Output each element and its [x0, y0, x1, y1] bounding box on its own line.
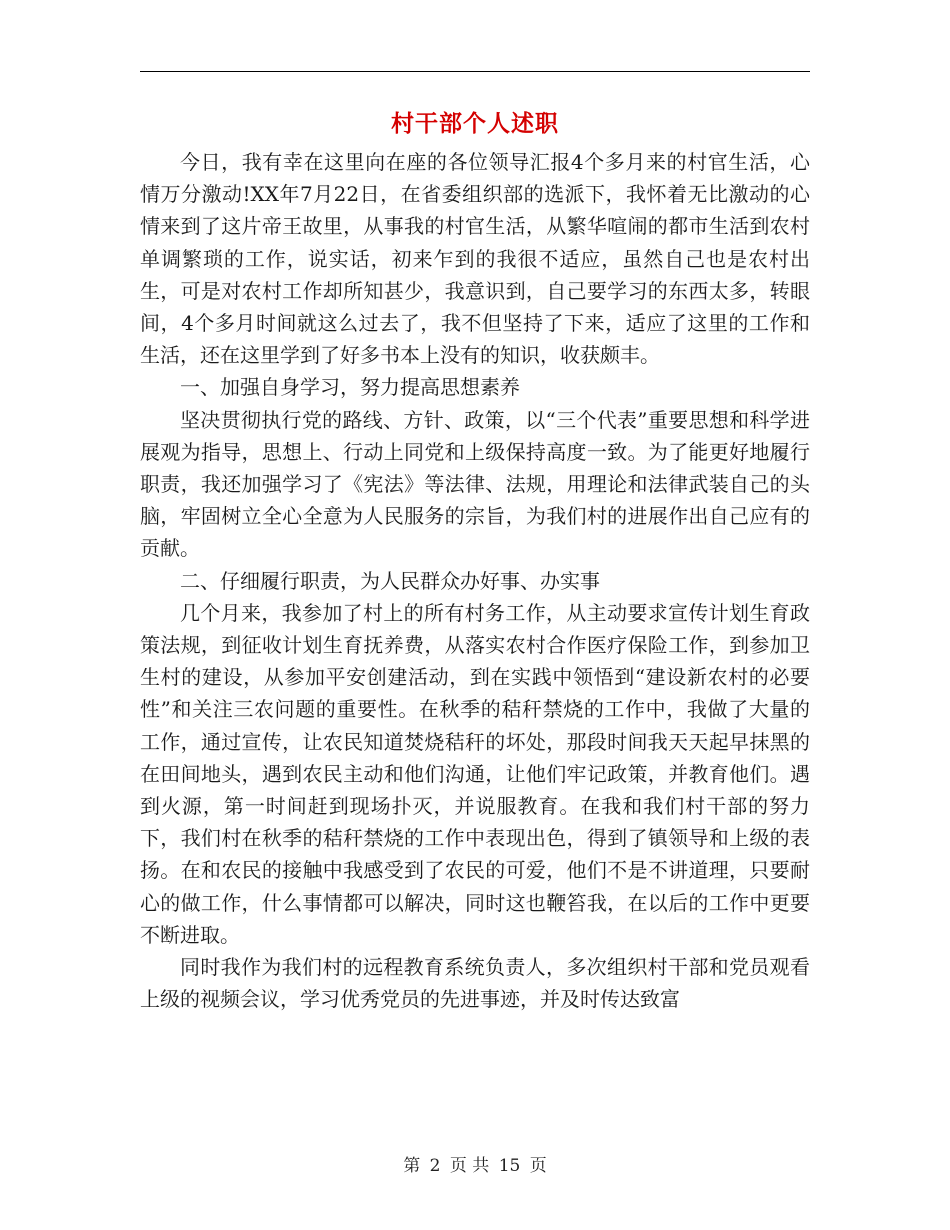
- section-heading-2: 二、仔细履行职责，为人民群众办好事、办实事: [180, 568, 600, 593]
- footer-page-number: 2: [429, 1156, 441, 1176]
- header-rule: [140, 71, 810, 72]
- footer-middle: 页 共: [449, 1156, 490, 1176]
- paragraph-remote-education: 同时我作为我们村的远程教育系统负责人，多次组织村干部和党员观看上级的视频会议，学习优秀党员的先进事迹，并及时传达致富: [140, 955, 810, 1012]
- section-heading-1: 一、加强自身学习，努力提高思想素养: [180, 375, 520, 400]
- footer-prefix: 第: [403, 1156, 421, 1176]
- footer-total-pages: 15: [498, 1156, 521, 1176]
- document-title: 村干部个人述职: [391, 110, 559, 137]
- document-body: [140, 146, 810, 1015]
- page-footer: [0, 1154, 950, 1178]
- paragraph-section-2: 几个月来，我参加了村上的所有村务工作，从主动要求宣传计划生育政策法规，到征收计划生育抚养费，从落实农村合作医疗保险工作，到参加卫生村的建设，从参加平安创建活动，到在实践中领悟到“建设新农村的必要性”和关注三农问题的重要性。在秋季的秸秆禁烧的工作中，我做了大量的工作，通过宣传，让农民知道焚烧秸秆的坏处，那段时间我天天起早抹黑的在田间地头，遇到农民主动和他们沟通，让他们牢记政策，并教育他们。遇到火源，第一时间赶到现场扑灭，并说服教育。在我和我们村干部的努力下，我们村在秋季的秸秆禁烧的工作中表现出色，得到了镇领导和上级的表扬。在和农民的接触中我感受到了农民的可爱，他们不是不讲道理，只要耐心的做工作，什么事情都可以解决，同时这也鞭笞我，在以后的工作中更要不断进取。: [140, 600, 810, 947]
- paragraph-section-1: 坚决贯彻执行党的路线、方针、政策，以“三个代表”重要思想和科学进展观为指导，思想上、行动上同党和上级保持高度一致。为了能更好地履行职责，我还加强学习了《宪法》等法律、法规，用理论和法律武装自己的头脑，牢固树立全心全意为人民服务的宗旨，为我们村的进展作出自己应有的贡献。: [140, 407, 810, 561]
- footer-suffix: 页: [529, 1156, 547, 1176]
- paragraph-intro: 今日，我有幸在这里向在座的各位领导汇报4个多月来的村官生活，心情万分激动!XX年7月22日，在省委组织部的选派下，我怀着无比激动的心情来到了这片帝王故里，从事我的村官生活，从繁华喧闹的都市生活到农村单调繁琐的工作，说实话，初来乍到的我很不适应，虽然自己也是农村出生，可是对农村工作却所知甚少，我意识到，自己要学习的东西太多，转眼间，4个多月时间就这么过去了，我不但坚持了下来，适应了这里的工作和生活，还在这里学到了好多书本上没有的知识，收获颇丰。: [140, 150, 810, 368]
